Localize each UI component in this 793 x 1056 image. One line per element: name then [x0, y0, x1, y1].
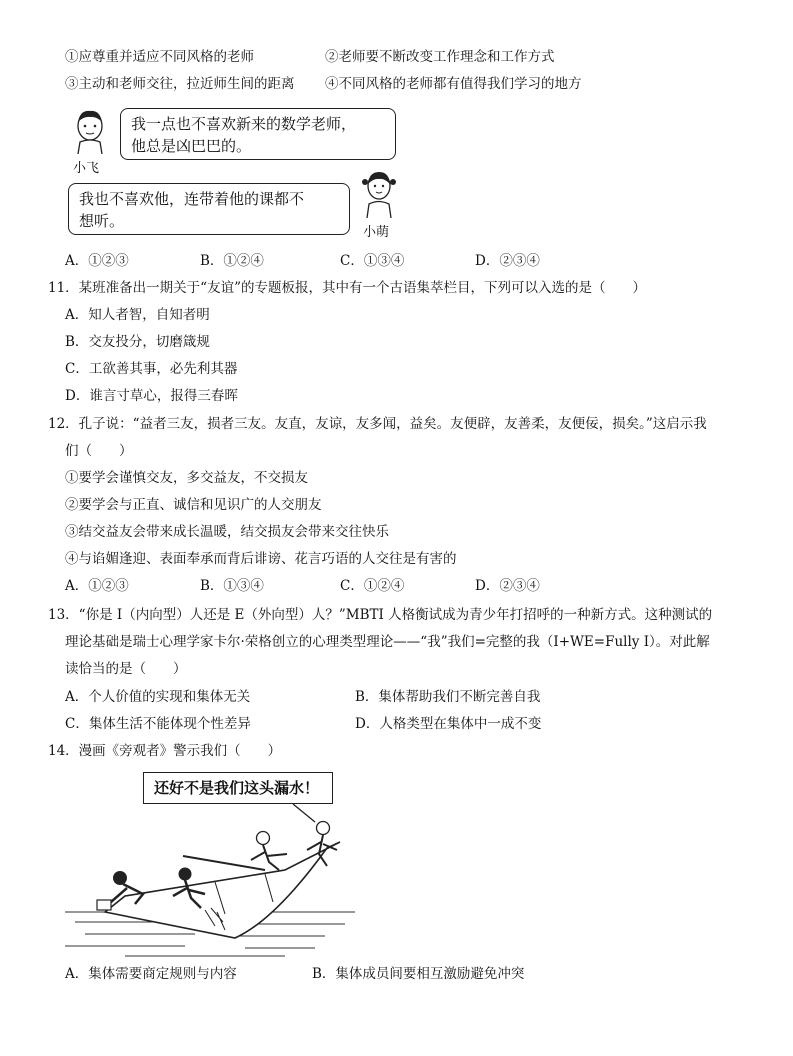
top-option-a[interactable]: A．①②③ — [65, 253, 129, 269]
statement-1: ①应尊重并适应不同风格的老师 — [65, 49, 254, 65]
q13-option-a[interactable]: A．个人价值的实现和集体无关 — [65, 689, 251, 705]
q14-option-b[interactable]: B．集体成员间要相互激励避免冲突 — [312, 966, 525, 982]
q13-stem-line-3: 读恰当的是（ ） — [65, 661, 187, 677]
q12-statement-4: ④与谄媚逢迎、表面奉承而背后诽谤、花言巧语的人交往是有害的 — [65, 551, 457, 567]
speech-bubble-2 — [68, 183, 350, 235]
q11-option-d[interactable]: D．谁言寸草心，报得三春晖 — [65, 388, 238, 404]
q12-option-c[interactable]: C．①②④ — [340, 578, 405, 594]
bubble-1-line-1: 我一点也不喜欢新来的数学老师， — [131, 115, 357, 133]
statement-2: ②老师要不断改变工作理念和工作方式 — [325, 49, 555, 65]
q13-stem-line-1: 13．“你是 I（内向型）人还是 E（外向型）人？”MBTI 人格衡试成为青少年打招呼的一种新方式。这种测试的 — [48, 607, 713, 623]
q11-option-a[interactable]: A．知人者智，自知者明 — [65, 307, 210, 323]
q12-option-a[interactable]: A．①②③ — [65, 578, 129, 594]
top-option-d[interactable]: D．②③④ — [475, 253, 540, 269]
boy-figure-icon — [70, 108, 110, 154]
q12-stem-line-1: 12．孔子说：“益者三友，损者三友。友直，友谅，友多闻，益矣。友便辟，友善柔，友便佞，损矣。”这启示我 — [48, 416, 707, 432]
cartoon-speech-text: 还好不是我们这头漏水！ — [154, 779, 320, 797]
name-xiaofei: 小飞 — [73, 161, 100, 176]
q11-option-b[interactable]: B．交友投分，切磨箴规 — [65, 334, 210, 350]
q12-statement-3: ③结交益友会带来成长温暖，结交损友会带来交往快乐 — [65, 524, 389, 540]
statement-3: ③主动和老师交往，拉近师生间的距离 — [65, 76, 295, 92]
q12-statement-1: ①要学会谨慎交友，多交益友，不交损友 — [65, 470, 308, 486]
statement-4: ④不同风格的老师都有值得我们学习的地方 — [325, 76, 582, 92]
bubble-2-line-1: 我也不喜欢他，连带着他的课都不 — [79, 190, 305, 208]
q13-option-d[interactable]: D．人格类型在集体中一成不变 — [355, 716, 542, 732]
q11-option-c[interactable]: C．工欲善其事，必先利其器 — [65, 361, 238, 377]
name-xiaomeng: 小萌 — [363, 225, 390, 240]
q12-option-d[interactable]: D．②③④ — [475, 578, 540, 594]
q13-option-b[interactable]: B．集体帮助我们不断完善自我 — [355, 689, 541, 705]
q14-stem: 14．漫画《旁观者》警示我们（ ） — [48, 743, 282, 759]
girl-figure-icon — [358, 168, 400, 218]
q13-stem-line-2: 理论基础是瑞士心理学家卡尔·荣格创立的心理类型理论——“我”我们=完整的我（I+WE=Fully I）。对此解 — [65, 634, 710, 650]
q11-stem: 11．某班准备出一期关于“友谊”的专题板报，其中有一个古语集萃栏目，下列可以入选的是（ ） — [48, 280, 646, 296]
bubble-1-line-2: 他总是凶巴巴的。 — [131, 137, 252, 155]
top-option-b[interactable]: B．①②④ — [200, 253, 264, 269]
q14-option-a[interactable]: A．集体需要商定规则与内容 — [65, 966, 237, 982]
top-option-c[interactable]: C．①③④ — [340, 253, 405, 269]
q12-option-b[interactable]: B．①③④ — [200, 578, 264, 594]
speech-bubble-1 — [120, 108, 396, 160]
q12-statement-2: ②要学会与正直、诚信和见识广的人交朋友 — [65, 497, 322, 513]
bubble-2-line-2: 想听。 — [79, 212, 125, 230]
q13-option-c[interactable]: C．集体生活不能体现个性差异 — [65, 716, 251, 732]
boat-cartoon-icon — [65, 800, 365, 960]
q12-stem-line-2: 们（ ） — [65, 443, 133, 459]
